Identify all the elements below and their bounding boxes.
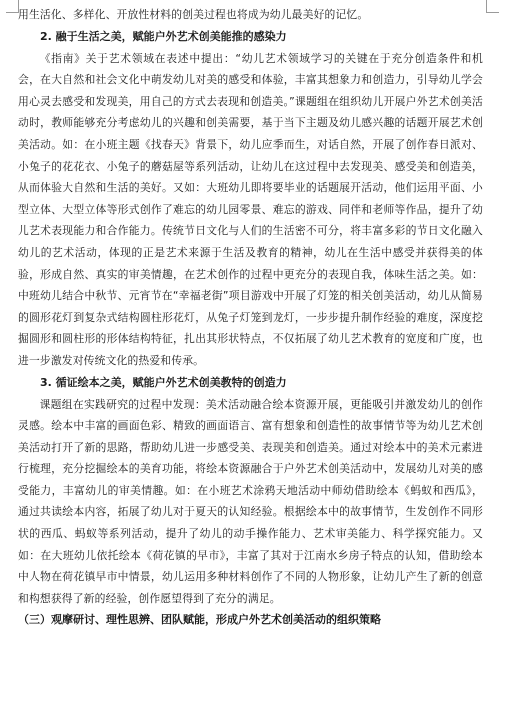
paragraph-3: 课题组在实践研究的过程中发现：美术活动融合绘本资源开展，更能吸引并激发幼儿的创作灵感。绘本中丰富的画面色彩、精致的画面语言、富有想象和创造性的故事情节等为幼儿艺术创美活动打开了新的思路，帮助幼儿进一步感受美、表现美和创造美。通过对绘本中的美术元素进行梳理，充分挖掘绘本的美育功能，将绘本资源融合于户外艺术创美活动中，发展幼儿对美的感受能力，丰富幼儿的审美情趣。如：在小班艺术涂鸦天地活动中师幼借助绘本《蚂蚁和西瓜》，通过共读绘本内容，拓展了幼儿对于夏天的认知经验。根据绘本中的故事情节，生发创作不同形状的西瓜、蚂蚁等系列活动，提升了幼儿的动手操作能力、艺术审美能力、科学探究能力。又如：在大班幼儿依托绘本《荷花镇的早市》，丰富了其对于江南水乡房子特点的认知，借助绘本中人物在荷花镇早市中情景，幼儿运用多种材料创作了不同的人物形象，让幼儿产生了新的创意和构想获得了新的经验，创作愿望得到了充分的满足。 [18,397,483,605]
continuation-paragraph: 用生活化、多样化、开放性材料的创美过程也将成为幼儿最美好的记忆。 [18,8,369,21]
subheading-2: 2. 融于生活之美，赋能户外艺术创美能推的感染力 [40,29,287,43]
paragraph-2: 《指南》关于艺术领域在表述中提出：“幼儿艺术领域学习的关键在于充分创造条件和机会，在大自然和社会文化中萌发幼儿对美的感受和体验，丰富其想象力和创造力，引导幼儿学会用心灵去感受和发现美，用自己的方式去表现和创造美。”课题组在组织幼儿开展户外艺术创美活动时，教师能够充分考虑幼儿的兴趣和创美需要，基于当下主题及幼儿感兴趣的话题开展艺术创美活动。如：在小班主题《找春天》背景下，幼儿应季而生，对话自然，开展了创作春日派对、小兔子的花花衣、小兔子的蘑菇屋等系列活动，让幼儿在这过程中去发现美、感受美和创造美，从而体验大自然和生活的美好。又如：大班幼儿即将要毕业的话题展开活动，他们运用平面、小型立体、大型立体等形式创作了难忘的幼儿园零景、难忘的游戏、同伴和老师等作品，提升了幼儿艺术表现能力和合作能力。传统节日文化与人们的生活密不可分，将丰富多彩的节日文化融入幼儿的艺术活动，体现的正是艺术来源于生活及教育的精神，幼儿在生活中感受并获得美的体验，形成自然、真实的审美情趣，在艺术创作的过程中更充分的表现自我，体味生活之美。如：中班幼儿结合中秋节、元宵节在“幸福老街”项目游戏中开展了灯笼的相关创美活动，幼儿从简易的圆形花灯到复杂式结构圆柱形花灯，从兔子灯笼到龙灯，一步步提升制作经验的难度，深度挖掘圆形和圆柱形的形体结构特征，扎出其形状特点，不仅拓展了幼儿艺术教育的宽度和广度，也进一步激发对传统文化的热爱和传承。 [18,51,483,367]
page-corner-mark-left [6,0,19,13]
subheading-3: 3. 循证绘本之美，赋能户外艺术创美教特的创造力 [40,375,287,389]
section-heading-3: （三）观摩研讨、理性思辨、团队赋能，形成户外艺术创美活动的组织策略 [18,613,381,627]
page-corner-mark-right [486,0,499,13]
